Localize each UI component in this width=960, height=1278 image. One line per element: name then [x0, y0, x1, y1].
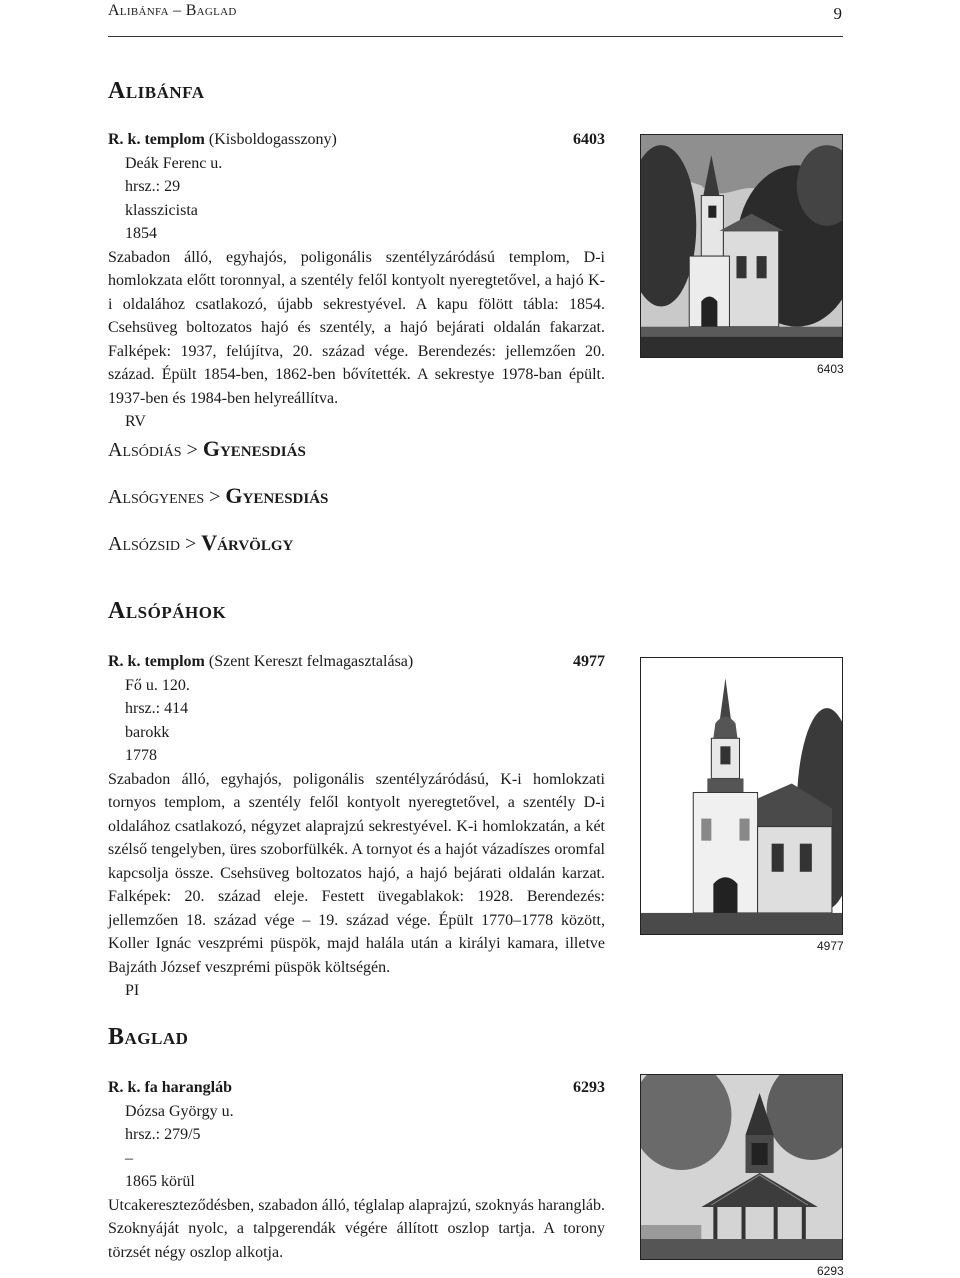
section-title-baglad: Baglad [108, 1024, 189, 1050]
entry-header [108, 650, 605, 674]
photo-caption-6403: 6403 [817, 362, 844, 376]
entry-address: Dózsa György u. [125, 1102, 234, 1120]
entry-style: klasszicista [125, 201, 198, 219]
photo-baglad-belfry [640, 1074, 843, 1260]
entry-hrsz: hrsz.: 29 [125, 178, 181, 195]
entry-author: PI [125, 982, 140, 999]
entry-description: Utcakereszteződésben, szabadon álló, téglalap alaprajzú, szoknyás harangláb. Szoknyáját nyolc, a talpgerendák végére állított oszlop tartja. A torony törzsét négy oszlop alkotja. [108, 1196, 605, 1261]
entry-heading [108, 650, 413, 674]
entry-number: 4977 [573, 653, 605, 670]
entry-style: barokk [125, 723, 170, 741]
entry-address: Fő u. 120. [125, 676, 190, 694]
header-rule [108, 36, 843, 37]
xref-arrow: > [180, 533, 202, 555]
entry-description: Szabadon álló, egyhajós, poligonális szentélyzáródású templom, D-i homlokzata előtt toronnyal, a szentély felől kontyolt nyeregtetővel, a hajó K-i oldalához csatlakozó, újabb sekrestyével. A kapu fölött tábla: 1854. Csehsüveg boltozatos hajó és szentély, a hajó bejárati oldalán fakarzat. Falképek: 1937, felújítva, 20. század vége. Berendezés: jellemzően 20. század. Épült 1854-ben, 1862-ben bővítették. A sekrestye 1978-ban épült. 1937-ben és 1984-ben helyreállítva. [108, 248, 605, 407]
entry-year: 1854 [125, 225, 157, 242]
photo-caption-4977: 4977 [817, 939, 844, 953]
photo-alibanfa-church [640, 134, 843, 358]
entry-dedication: (Kisboldogasszony) [204, 131, 337, 148]
entry-dedication: (Szent Kereszt felmagasztalása) [204, 653, 414, 670]
entry-year: 1778 [125, 747, 157, 764]
entry-type: R. k. templom [108, 131, 205, 148]
entry-header [108, 1076, 605, 1100]
entry-number: 6403 [573, 131, 605, 148]
entry-header [108, 128, 605, 152]
entry-type: R. k. fa harangláb [108, 1079, 233, 1096]
xref-target: Várvölgy [201, 530, 294, 555]
entry-style: – [125, 1149, 133, 1167]
section-title-alsopahok: Alsópáhok [108, 598, 227, 624]
page-number: 9 [833, 4, 842, 23]
xref-target: Gyenesdiás [225, 483, 329, 508]
xref-alsozsid [108, 530, 293, 556]
entry-address: Deák Ferenc u. [125, 154, 223, 172]
entry-alsopahok [108, 650, 605, 1003]
entry-description: Szabadon álló, egyhajós, poligonális szentélyzáródású, K-i homlokzati tornyos templom, a szentély felől kontyolt nyeregtetővel, a szentély D-i oldalához csatlakozó, négyzet alaprajzú sekrestyével. K-i homlokzatán, a két szélső tengelyben, üres szoborfülkék. A tornyot és a hajót vázadíszes oromfal kapcsolja össze. Csehsüveg boltozatos hajó, a hajó bejárati oldalán karzat. Falképek: 20. század eleje. Festett üvegablakok: 1928. Berendezés: jellemzően 18. század vége – 19. század vége. Épült 1770–1778 között, Koller Ignác veszprémi püspök, majd halála után a királyi kamara, illetve Bajzáth József veszprémi püspök költségén. [108, 770, 605, 976]
belfry-photo-icon [641, 1075, 842, 1259]
church-photo-icon [641, 658, 842, 934]
entry-hrsz: hrsz.: 414 [125, 700, 189, 717]
photo-alsopahok-church [640, 657, 843, 935]
entry-author: RV [125, 413, 146, 430]
xref-alsogyenes [108, 483, 328, 509]
xref-arrow: > [204, 486, 226, 508]
entry-number: 6293 [573, 1079, 605, 1096]
xref-alsodias [108, 436, 306, 462]
entry-baglad [108, 1076, 605, 1264]
church-photo-icon [641, 135, 842, 357]
photo-caption-6293: 6293 [817, 1264, 844, 1278]
entry-hrsz: hrsz.: 279/5 [125, 1126, 201, 1143]
entry-type: R. k. templom [108, 653, 205, 670]
entry-alibanfa [108, 128, 605, 434]
xref-source: Alsózsid [108, 533, 181, 555]
xref-arrow: > [181, 439, 203, 461]
entry-heading [108, 128, 337, 152]
xref-source: Alsódiás [108, 439, 182, 461]
section-title-alibanfa: Alibánfa [108, 78, 205, 104]
running-head: Alibánfa – Baglad [108, 2, 237, 19]
xref-source: Alsógyenes [108, 486, 205, 508]
xref-target: Gyenesdiás [202, 436, 306, 461]
entry-year: 1865 körül [125, 1173, 195, 1190]
